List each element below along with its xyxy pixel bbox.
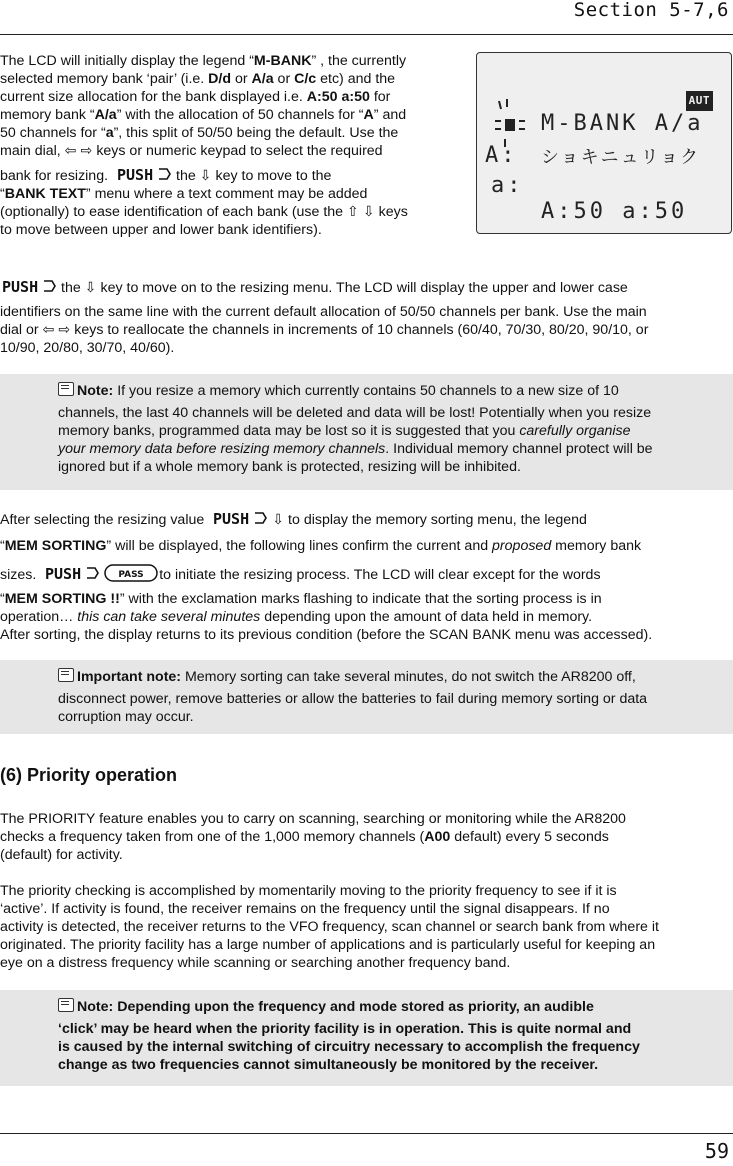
note-resize-warning: Note: If you resize a memory which currently contains 50 channels to a new size of 10 channels, the last 40 channels will be deleted and data will be lost! Potentially when you resize memory banks, programmed data may be lost so it is suggested that you carefully organise your memory data before resizing memory channels. Individual memory channel protect will be ignored but if a whole memory bank is protected, resizing will be inhibited.	[0, 374, 733, 490]
push-key-icon	[43, 565, 101, 582]
paragraph-mem-sorting: After selecting the resizing value PUSH ⇩ to display the memory sorting menu, the legend “MEM SORTING” will be displayed, the following lines confirm the current and proposed memory bank sizes. PUSH PASS to initiate the resizing process. The LCD will clear except for the words “MEM SORTING !!” with the exclamation marks flashing to indicate that the sorting process is in operation… this can take several minutes depending upon the amount of data held in memory. After sorting, the display returns to its previous condition (before the SCAN BANK menu was accessed).	[0, 510, 653, 643]
lcd-line-allocation: A:50 a:50	[541, 199, 688, 224]
note-icon	[58, 998, 74, 1012]
lcd-line-upper-text: ショキニュリョク	[541, 147, 701, 168]
pass-key-icon	[104, 563, 158, 583]
lcd-line-mbank: M-BANK A/a	[541, 111, 704, 136]
push-key-icon	[211, 510, 269, 527]
footer-divider	[0, 1133, 733, 1134]
paragraph-resizing-menu: PUSH the ⇩ key to move on to the resizing menu. The LCD will display the upper and lower case identifiers on the same line with the current default allocation of 50/50 channels per bank. Use the main dial or ⇦ ⇨ keys to reallocate the channels in increments of 10 channels (60/40, 70/30, 80/20, 90/10, or 10/90, 20/80, 30/70, 40/60).	[0, 278, 649, 356]
svg-text:PASS: PASS	[118, 570, 144, 580]
push-key-icon	[115, 166, 173, 183]
section-heading-priority: (6) Priority operation	[0, 765, 178, 785]
lcd-aut-indicator: AUT	[686, 91, 713, 111]
lcd-line-lower-label: a:	[491, 173, 524, 198]
note-icon	[58, 382, 74, 396]
svg-text:PUSH: PUSH	[213, 510, 250, 527]
svg-text:PUSH: PUSH	[117, 166, 154, 183]
paragraph-priority-checking: The priority checking is accomplished by momentarily moving to the priority frequency to see if it is ‘active’. If activity is found, the receiver remains on the frequency until the signal disappears. If no activity is detected, the receiver returns to the VFO frequency, scan channel or search bank from where it originated. The priority facility has a large number of applications and is particularly useful for keeping an eye on a distress frequency while scanning or searching another frequency band.	[0, 883, 659, 971]
note-priority-click: Note: Depending upon the frequency and mode stored as priority, an audible ‘click’ may be heard when the priority facility is in operation. This is quite normal and is caused by the internal switching of circuitry necessary to accomplish the frequency change as two frequencies cannot simultaneously be monitored by the receiver.	[0, 990, 733, 1086]
page-header	[0, 0, 733, 35]
note-important-sorting: Important note: Memory sorting can take several minutes, do not switch the AR8200 off, disconnect power, remove batteries or allow the batteries to fail during memory sorting or data corruption may occur.	[0, 660, 733, 734]
svg-text:PUSH: PUSH	[45, 565, 82, 582]
paragraph-priority-feature: The PRIORITY feature enables you to carry on scanning, searching or monitoring while the AR8200 checks a frequency taken from one of the 1,000 memory channels (A00 default) every 5 seconds (default) for activity.	[0, 811, 626, 863]
lcd-display-illustration	[476, 52, 732, 234]
paragraph-bank-legend: The LCD will initially display the legend “M-BANK” , the currently selected memory bank ‘pair’ (i.e. D/d or A/a or C/c etc) and the current size allocation for the bank displayed i.e. A:50 a:50 for memory bank “A/a” with the allocation of 50 channels for “A” and 50 channels for “a”, this split of 50/50 being the default. Use the main dial, ⇦ ⇨ keys or numeric keypad to select the required bank for resizing. PUSH the ⇩ key to move to the “BANK TEXT” menu where a text comment may be added (optionally) to ease identification of each bank (use the ⇧ ⇩ keys to move between upper and lower bank identifiers).	[0, 53, 408, 238]
note-icon	[58, 668, 74, 682]
section-label: Section 5-7,6	[573, 0, 729, 21]
svg-text:PUSH: PUSH	[2, 278, 39, 295]
push-key-icon	[0, 278, 58, 295]
page-number: 59	[704, 1139, 729, 1163]
lcd-line-upper-label: A:	[485, 143, 518, 168]
